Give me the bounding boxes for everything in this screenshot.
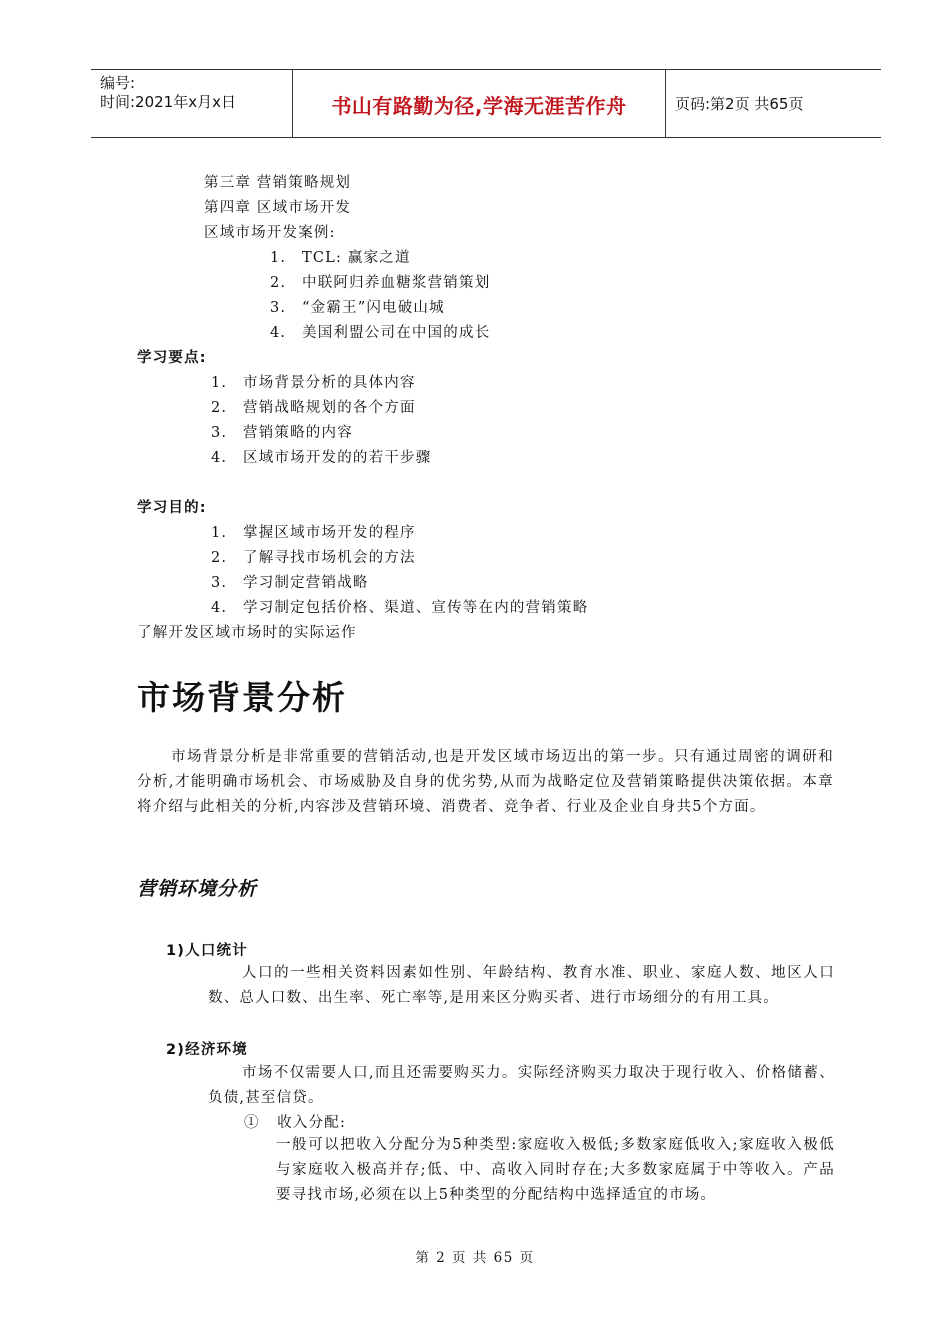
list-number: 3.	[211, 575, 228, 591]
toc-case-item	[270, 296, 445, 317]
list-text: 学习制定包括价格、渠道、宣传等在内的营销策略	[243, 600, 589, 616]
item-1-title: 1)人口统计	[166, 943, 248, 959]
document-time-label: 时间:2021年x月x日	[100, 93, 236, 111]
page-footer: 第 2 页 共 65 页	[415, 1250, 535, 1266]
list-text: 市场背景分析的具体内容	[243, 375, 416, 391]
key-points-title: 学习要点:	[137, 350, 207, 366]
item-1-paragraph: 人口的一些相关资料因素如性别、年龄结构、教育水准、职业、家庭人数、地区人口数、总人口数、出生率、死亡率等,是用来区分购买者、进行市场细分的有用工具。	[208, 965, 835, 1006]
subitem-1-title: 收入分配:	[277, 1115, 347, 1131]
list-number: 2.	[211, 550, 228, 566]
toc-chapter-4: 第四章 区域市场开发	[204, 200, 352, 216]
section-intro-paragraph: 市场背景分析是非常重要的营销活动,也是开发区域市场迈出的第一步。只有通过周密的调研和分析,才能明确市场机会、市场威胁及自身的优劣势,从而为战略定位及营销策略提供决策依据。本章将介绍与此相关的分析,内容涉及营销环境、消费者、竞争者、行业及企业自身共5个方面。	[137, 749, 834, 815]
header-motto-cell	[293, 70, 666, 137]
toc-cases-title: 区域市场开发案例:	[204, 225, 336, 241]
list-number: 2.	[211, 400, 228, 416]
list-number: 2.	[270, 275, 287, 291]
circled-number-marker: ①	[244, 1115, 260, 1131]
toc-case-item	[270, 271, 490, 292]
header-page-cell	[666, 70, 881, 137]
section-title: 市场背景分析	[137, 678, 347, 717]
subsection-title: 营销环境分析	[137, 878, 258, 900]
header-meta-cell	[91, 70, 293, 137]
key-point-item	[211, 396, 416, 417]
list-text: TCL: 赢家之道	[302, 250, 411, 266]
list-number: 4.	[270, 325, 287, 341]
list-text: 营销策略的内容	[243, 425, 353, 441]
objective-item	[211, 546, 416, 567]
list-text: 了解寻找市场机会的方法	[243, 550, 416, 566]
page-header	[91, 69, 881, 138]
item-2-paragraph: 市场不仅需要人口,而且还需要购买力。实际经济购买力取决于现行收入、价格储蓄、负债,甚至信贷。	[208, 1065, 835, 1106]
objectives-title: 学习目的:	[137, 500, 207, 516]
list-number: 1.	[270, 250, 287, 266]
key-point-item	[211, 446, 431, 467]
list-text: 学习制定营销战略	[243, 575, 369, 591]
list-number: 1.	[211, 525, 228, 541]
subitem-1-heading	[244, 1111, 346, 1132]
toc-chapter-3: 第三章 营销策略规划	[204, 175, 352, 191]
list-text: 美国利盟公司在中国的成长	[302, 325, 491, 341]
subitem-1-paragraph: 一般可以把收入分配分为5种类型:家庭收入极低;多数家庭低收入;家庭收入极低与家庭收入极高并存;低、中、高收入同时存在;大多数家庭属于中等收入。产品要寻找市场,必须在以上5种类型的分配结构中选择适宜的市场。	[276, 1137, 835, 1203]
list-number: 1.	[211, 375, 228, 391]
list-number: 3.	[270, 300, 287, 316]
item-2-title: 2)经济环境	[166, 1042, 248, 1058]
list-number: 4.	[211, 600, 228, 616]
list-text: 中联阿归养血糖浆营销策划	[302, 275, 491, 291]
list-text: 营销战略规划的各个方面	[243, 400, 416, 416]
objective-item	[211, 571, 369, 592]
header-motto: 书山有路勤为径,学海无涯苦作舟	[331, 94, 627, 118]
header-page-label: 页码:第2页 共65页	[675, 95, 804, 113]
key-point-item	[211, 371, 416, 392]
list-number: 4.	[211, 450, 228, 466]
toc-case-item	[270, 321, 490, 342]
objective-item	[211, 521, 416, 542]
list-number: 3.	[211, 425, 228, 441]
objective-item	[211, 596, 588, 617]
list-text: 掌握区域市场开发的程序	[243, 525, 416, 541]
document-number-label: 编号:	[100, 74, 136, 92]
list-text: “金霸王”闪电破山城	[302, 300, 445, 316]
list-text: 区域市场开发的的若干步骤	[243, 450, 432, 466]
key-point-item	[211, 421, 353, 442]
toc-case-item	[270, 246, 411, 267]
objectives-tail: 了解开发区域市场时的实际运作	[137, 625, 357, 641]
